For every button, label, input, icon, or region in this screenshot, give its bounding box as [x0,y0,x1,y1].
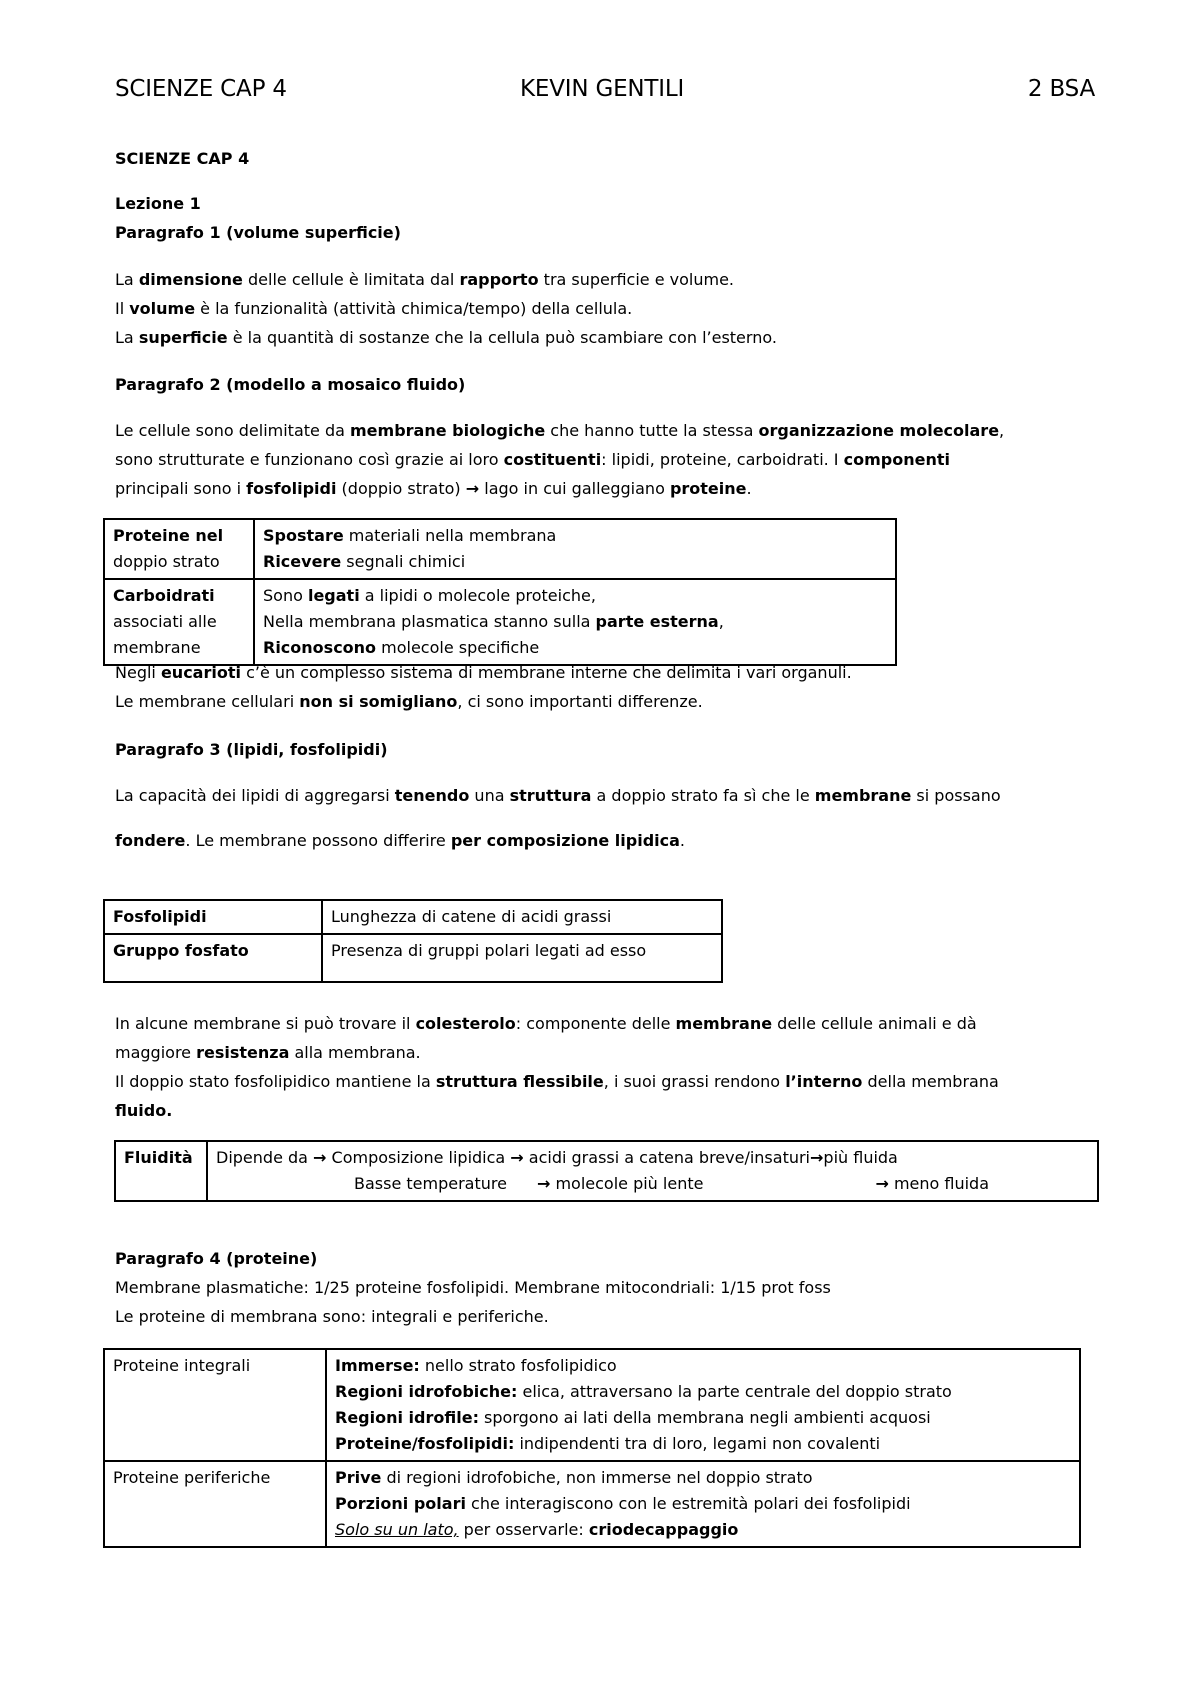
table-cell: Fosfolipidi [104,900,322,934]
table-row [115,1141,1098,1201]
table-cell: Dipende da → Composizione lipidica → acidi grassi a catena breve/insaturi→più fluida Basse temperature → molecole più lente → meno fluida [207,1141,1098,1201]
p3-table [103,899,723,983]
p1-heading: Paragrafo 1 (volume superficie) [115,223,401,242]
table-row [104,900,722,934]
lesson-label: Lezione 1 [115,194,201,213]
table-cell: Sono legati a lipidi o molecole proteiche, Nella membrana plasmatica stanno sulla parte esterna, Riconoscono molecole specifiche [254,579,896,665]
table-cell: Lunghezza di catene di acidi grassi [322,900,722,934]
p2-heading: Paragrafo 2 (modello a mosaico fluido) [115,375,466,394]
table-cell: Carboidrati associati alle membrane [104,579,254,665]
p2-table [103,518,897,666]
p3-after3: Il doppio stato fosfolipidico mantiene la struttura flessibile, i suoi grassi rendono l’interno della membrana [115,1072,999,1091]
arrow-icon: → [313,1148,327,1167]
table-row [104,519,896,579]
table-row [104,1349,1080,1461]
table-cell: Proteine integrali [104,1349,326,1461]
p2-line2: sono strutturate e funzionano così grazie ai loro costituenti: lipidi, proteine, carboidrati. I componenti [115,450,950,469]
p2-line1: Le cellule sono delimitate da membrane biologiche che hanno tutte la stessa organizzazione molecolare, [115,421,1005,440]
table-cell: Spostare materiali nella membrana Ricevere segnali chimici [254,519,896,579]
arrow-icon: → [465,479,480,498]
header-right: 2 BSA [1027,76,1095,102]
p3-line1: La capacità dei lipidi di aggregarsi tenendo una struttura a doppio strato fa sì che le membrane si possano [115,786,1001,805]
table-cell: Prive di regioni idrofobiche, non immerse nel doppio strato Porzioni polari che interagiscono con le estremità polari dei fosfolipidi Solo su un lato, per osservarle: criodecappaggio [326,1461,1080,1547]
table-cell: Immerse: nello strato fosfolipidico Regioni idrofobiche: elica, attraversano la parte centrale del doppio strato Regioni idrofile: sporgono ai lati della membrana negli ambienti acquosi Proteine/fosfolipidi: indipendenti tra di loro, legami non covalenti [326,1349,1080,1461]
table-cell: Presenza di gruppi polari legati ad esso [322,934,722,982]
header-left: SCIENZE CAP 4 [115,76,287,102]
p3-after1: In alcune membrane si può trovare il colesterolo: componente delle membrane delle cellule animali e dà [115,1014,977,1033]
p1-line2: Il volume è la funzionalità (attività chimica/tempo) della cellula. [115,299,633,318]
doc-title: SCIENZE CAP 4 [115,149,250,168]
table-row [104,1461,1080,1547]
arrow-icon: → [536,1174,551,1193]
table-cell: Proteine periferiche [104,1461,326,1547]
p3-after4: fluido. [115,1101,173,1120]
p1-line3: La superficie è la quantità di sostanze che la cellula può scambiare con l’esterno. [115,328,777,347]
table-cell: Gruppo fosfato [104,934,322,982]
arrow-icon: → [810,1148,824,1167]
p2-after2: Le membrane cellulari non si somigliano, ci sono importanti differenze. [115,692,703,711]
table-row [104,934,722,982]
table-cell: Proteine nel doppio strato [104,519,254,579]
p4-line2: Le proteine di membrana sono: integrali e periferiche. [115,1307,549,1326]
p1-line1: La dimensione delle cellule è limitata dal rapporto tra superficie e volume. [115,270,734,289]
p3-after2: maggiore resistenza alla membrana. [115,1043,421,1062]
p4-table [103,1348,1081,1548]
table-row [104,579,896,665]
p2-after1: Negli eucarioti c’è un complesso sistema di membrane interne che delimita i vari organuli. [115,663,852,682]
p4-line1: Membrane plasmatiche: 1/25 proteine fosfolipidi. Membrane mitocondriali: 1/15 prot foss [115,1278,831,1297]
p2-line3: principali sono i fosfolipidi (doppio strato) → lago in cui galleggiano proteine. [115,479,752,498]
arrow-icon: → [510,1148,524,1167]
arrow-icon: → [875,1174,889,1193]
header-center: KEVIN GENTILI [520,76,685,102]
fluidity-table [114,1140,1099,1202]
p3-heading: Paragrafo 3 (lipidi, fosfolipidi) [115,740,388,759]
p4-heading: Paragrafo 4 (proteine) [115,1249,318,1268]
table-cell: Fluidità [115,1141,207,1201]
p3-line2: fondere. Le membrane possono differire per composizione lipidica. [115,831,686,850]
